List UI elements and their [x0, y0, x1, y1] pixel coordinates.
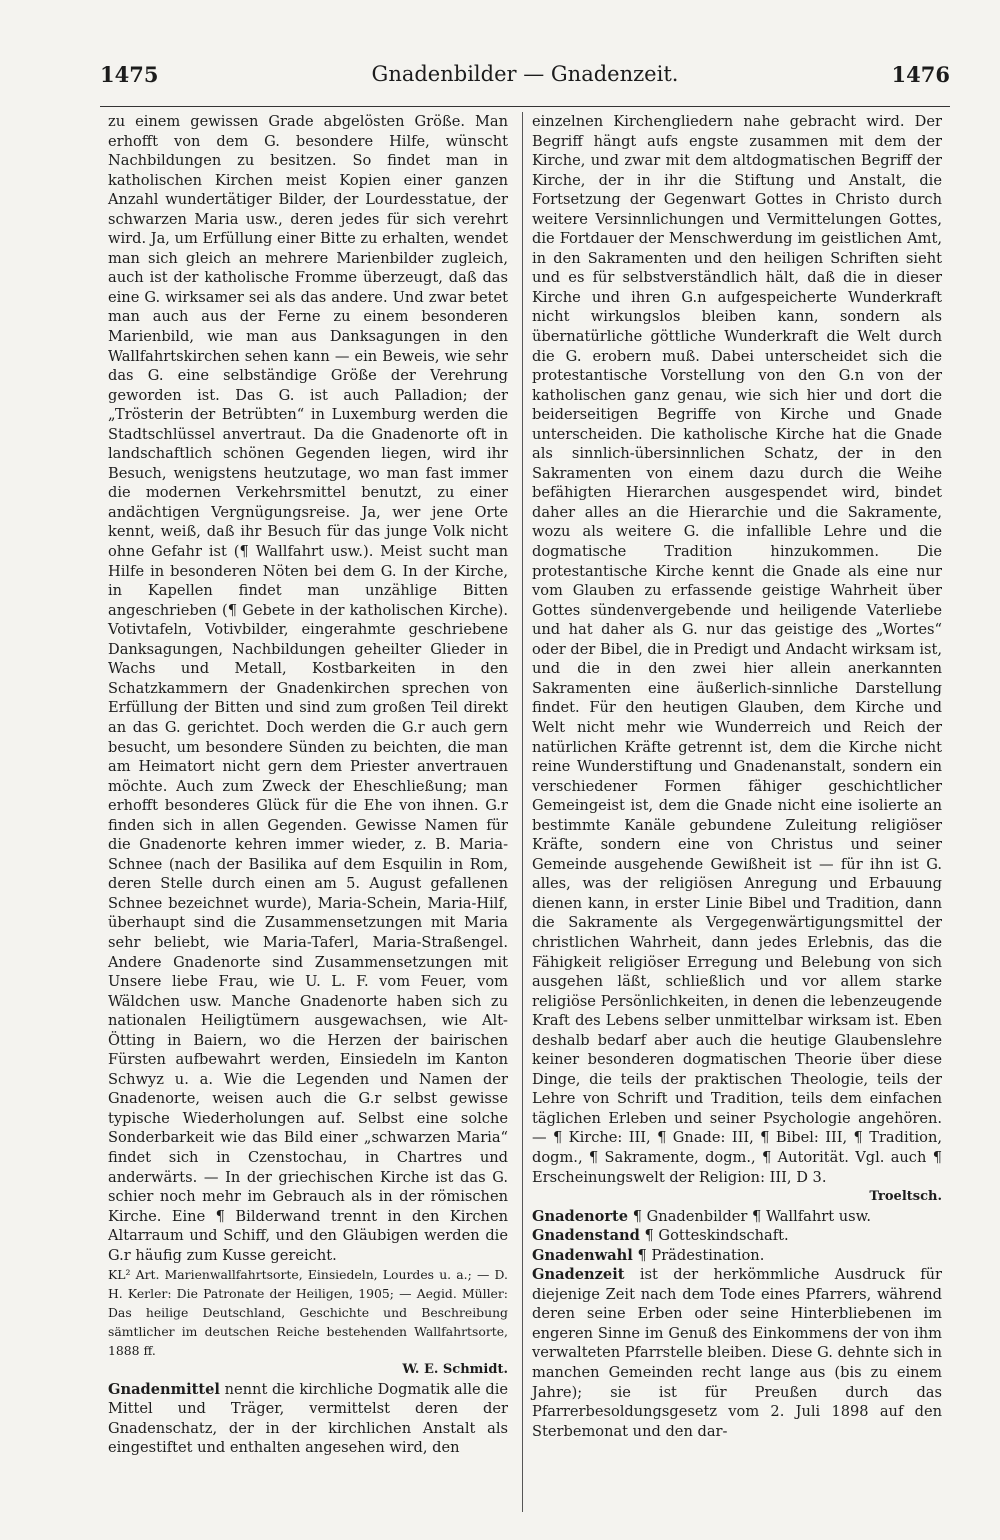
header-rule — [100, 106, 950, 107]
entry-text: ¶ Prädestination. — [637, 1246, 765, 1264]
entry-gnadenzeit — [532, 1265, 942, 1441]
bibliography: KL² Art. Marienwallfahrtsorte, Einsiedeln, Lourdes u. a.; — D. H. Kerler: Die Patronate der Heiligen, 1905; — Aegid. Müller: Das heilige Deutschland, Geschichte und Beschreibung sämtlicher im deutschen Reiche bestehenden Wallfahrtsorte, 1888 ff. — [108, 1267, 508, 1359]
entry-lemma: Gnadenorte — [532, 1207, 629, 1225]
entry-lemma: Gnadenwahl — [532, 1246, 633, 1264]
left-column — [108, 112, 508, 1458]
author-signature: W. E. Schmidt. — [402, 1362, 508, 1378]
entry-text: ¶ Gotteskindschaft. — [644, 1227, 789, 1245]
entry-text: ¶ Gnadenbilder ¶ Wallfahrt usw. — [632, 1207, 872, 1225]
entry-lemma: Gnadenmittel — [108, 1380, 220, 1398]
body-paragraph: einzelnen Kirchengliedern nahe gebracht wird. Der Begriff hängt aufs engste zusammen mit dem der Kirche, und zwar mit dem altdogmatischen Begriff der Kirche, der in ihr die Stiftung und Anstalt, die Fortsetzung der Gegenwart Gottes in Christo durch weitere Versinnlichungen und Vermittelungen Gottes, die Fortdauer der Menschwerdung im geistlichen Amt, in den Sakramenten und den heiligen Schriften sieht und es für selbstverständlich hält, daß die in dieser Kirche und ihren G.n aufgespeicherte Wunderkraft nicht wirkungslos bleiben kann, sondern als übernatürliche göttliche Wunderkraft die Welt durch die G. erobern muß. Dabei unterscheidet sich die protestantische Vorstellung von den G.n von der katholischen ganz genau, wie sich hier und dort die beiderseitigen Begriffe von Kirche und Gnade unterscheiden. Die katholische Kirche hat die Gnade als sinnlich-übersinnlichen Schatz, der in den Sakramenten von einem dazu durch die Weihe befähigten Hierarchen ausgespendet wird, bindet daher alles an die Hierarchie und die Sakramente, wozu als weitere G. die infallible Lehre und die dogmatische Tradition hinzukommen. Die protestantische Kirche kennt die Gnade als eine nur vom Glauben zu erfassende geistige Wahrheit über Gottes sündenvergebende und heiligende Vaterliebe und hat daher als G. nur das geistige des „Wortes“ oder der Bibel, die in Predigt und Andacht wirksam ist, und die in den zwei hier allein anerkannten Sakramenten eine äußerlich-sinnliche Darstellung findet. Für den heutigen Glauben, dem Kirche und Welt nicht mehr wie Wunderreich und Reich der natürlichen Kräfte getrennt ist, dem die Kirche nicht reine Wunderstiftung und Gnadenanstalt, sondern ein verschiedener Formen fähiger geschichtlicher Gemeingeist ist, dem die Gnade nicht eine isolierte an bestimmte Kanäle gebundene Zuleitung religiöser Kräfte, sondern eine von Christus und seiner Gemeinde ausgehende Gewißheit ist — für ihn ist G. alles, was der religiösen Anregung und Erbauung dienen kann, in erster Linie Bibel und Tradition, dann die Sakramente als Vergegenwärtigungsmittel der christlichen Wahrheit, dann jedes Erlebnis, das die Fähigkeit religiöser Erregung und Belebung von sich ausgehen läßt, schließlich und vor allem starke religiöse Persönlichkeiten, in denen die lebenzeugende Kraft des Lebens selber unmittelbar wirksam ist. Eben deshalb bedarf aber auch die heutige Glaubenslehre keiner besonderen dogmatischen Theorie über diese Dinge, die teils der praktischen Theologie, teils der Lehre von Schrift und Tradition, teils dem einfachen täglichen Erleben und seiner Psychologie angehören. — ¶ Kirche: III, ¶ Gnade: III, ¶ Bibel: III, ¶ Tradition, dogm., ¶ Sakramente, dogm., ¶ Autorität. Vgl. auch ¶ Erscheinungswelt der Religion: III, D 3. — [532, 113, 942, 1186]
entry-gnadenwahl — [532, 1246, 942, 1266]
entry-lemma: Gnadenzeit — [532, 1266, 625, 1284]
right-column — [532, 112, 942, 1441]
column-divider — [522, 112, 523, 1512]
entry-gnadenorte — [532, 1207, 942, 1227]
body-paragraph: zu einem gewissen Grade abgelösten Größe. Man erhofft von dem G. besondere Hilfe, wünscht Nachbildungen zu besitzen. So findet man in katholischen Kirchen meist Kopien einer ganzen Anzahl wundertätiger Bilder, der Lourdesstatue, der schwarzen Maria usw., deren jedes für sich verehrt wird. Ja, um Erfüllung einer Bitte zu erhalten, wendet man sich gleich an mehrere Marienbilder zugleich, auch ist der katholische Fromme überzeugt, daß das eine G. wirksamer sei als das andere. Und zwar betet man auch aus der Ferne zu einem besonderen Marienbild, wie man aus Danksagungen in den Wallfahrtskirchen sehen kann — ein Beweis, wie sehr das G. eine selbständige Größe der Verehrung geworden ist. Das G. ist auch Palladion; der „Trösterin der Betrübten“ in Luxemburg werden die Stadtschlüssel anvertraut. Da die Gnadenorte oft in landschaftlich schönen Gegenden liegen, wird ihr Besuch, wenigstens heutzutage, wo man fast immer die modernen Verkehrsmittel benutzt, zu einer andächtigen Vergnügungsreise. Ja, wer jene Orte kennt, weiß, daß ihr Besuch für das junge Volk nicht ohne Gefahr ist (¶ Wallfahrt usw.). Meist sucht man Hilfe in besonderen Nöten bei dem G. In der Kirche, in Kapellen findet man unzählige Bitten angeschrieben (¶ Gebete in der katholischen Kirche). Votivtafeln, Votivbilder, eingerahmte geschriebene Danksagungen, Nachbildungen geheilter Glieder in Wachs und Metall, Kostbarkeiten in den Schatzkammern der Gnadenkirchen sprechen von Erfüllung der Bitten und sind zum großen Teil direkt an das G. gerichtet. Doch werden die G.r auch gern besucht, um besondere Sünden zu beichten, die man am Heimatort nicht gern dem Priester anvertrauen möchte. Auch zum Zweck der Eheschließung; man erhofft besonderes Glück für die Ehe von ihnen. G.r finden sich in allen Gegenden. Gewisse Namen für die Gnadenorte kehren immer wieder, z. B. Maria-Schnee (nach der Basilika auf dem Esquilin in Rom, deren Stelle durch einen am 5. August gefallenen Schnee bezeichnet wurde), Maria-Schein, Maria-Hilf, überhaupt sind die Zusammensetzungen mit Maria sehr beliebt, wie Maria-Taferl, Maria-Straßengel. Andere Gnadenorte sind Zusammensetzungen mit Unsere liebe Frau, wie U. L. F. vom Feuer, vom Wäldchen usw. Manche Gnadenorte haben sich zu nationalen Heiligtümern ausgewachsen, wie Alt-Ötting in Baiern, wo die Herzen der bairischen Fürsten aufbewahrt werden, Einsiedeln im Kanton Schwyz u. a. Wie die Legenden und Namen der Gnadenorte, weisen auch die G.r selbst gewisse typische Wiederholungen auf. Selbst eine solche Sonderbarkeit wie das Bild einer „schwarzen Maria“ findet sich in Czenstochau, in Chartres und anderwärts. — In der griechischen Kirche ist das G. schier noch mehr im Gebrauch als in der römischen Kirche. Eine ¶ Bilderwand trennt in den Kirchen Altarraum und Schiff, und den Gläubigen werden die G.r häufig zum Kusse gereicht. — [108, 113, 509, 1264]
entry-gnadenmittel — [108, 1380, 508, 1458]
running-title: Gnadenbilder — Gnadenzeit. — [371, 62, 679, 86]
entry-text: nennt die kirchliche Dogmatik alle die Mittel und Träger, vermittelst deren der Gnadenschatz, der in der kirchlichen Anstalt als eingestiftet und enthalten angesehen wird, den — [108, 1380, 509, 1457]
page-header — [100, 62, 950, 98]
entry-text: ist der herkömmliche Ausdruck für diejenige Zeit nach dem Tode eines Pfarrers, während deren seine Erben oder seine Hinterbliebenen im engeren Sinne im Genuß des Einkommens der von ihm verwalteten Pfarrstelle bleiben. Diese G. dehnte sich in manchen Gemeinden recht lange aus (bis zu einem Jahre); sie ist für Preußen durch das Pfarrerbesoldungsgesetz vom 2. Juli 1898 auf den Sterbemonat und den dar- — [532, 1266, 942, 1440]
page-number-left: 1475 — [100, 62, 159, 87]
entry-lemma: Gnadenstand — [532, 1227, 640, 1245]
entry-gnadenstand — [532, 1226, 942, 1246]
author-signature: Troeltsch. — [869, 1189, 942, 1205]
page-number-right: 1476 — [891, 62, 950, 87]
